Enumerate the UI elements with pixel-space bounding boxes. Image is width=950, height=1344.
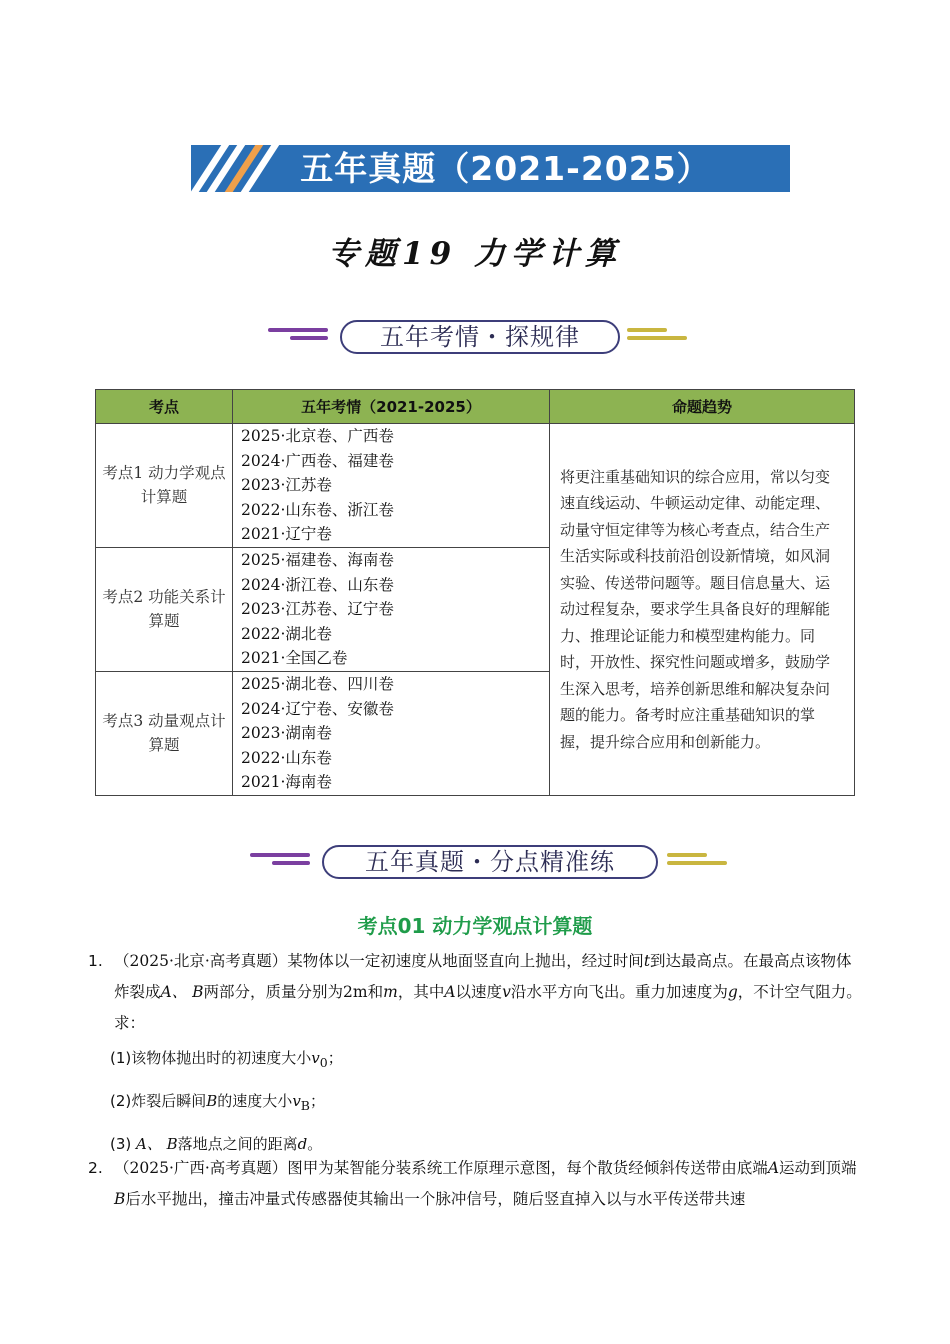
question-2	[88, 1153, 863, 1215]
year-entry: 2023·湖南卷	[241, 724, 332, 743]
page-title: 专题19 力学计算	[328, 236, 622, 272]
table-row	[96, 424, 855, 548]
section-header-1	[0, 320, 950, 356]
q-text: 。	[307, 1135, 323, 1153]
var-A: A	[444, 983, 456, 1001]
table-header-cell: 五年考情（2021-2025）	[233, 390, 550, 424]
var-g: g	[727, 983, 738, 1001]
var-t: t	[643, 952, 651, 970]
var-ab: A、 B	[160, 983, 204, 1001]
years-cell	[233, 547, 550, 671]
q-text: ；	[309, 1092, 325, 1110]
exam-trend-table	[95, 389, 855, 796]
subscript: 0	[319, 1055, 328, 1070]
decor-line	[627, 328, 667, 332]
sub-question-2	[110, 1082, 863, 1125]
decor-line	[250, 853, 310, 857]
year-entry: 2025·湖北卷、四川卷	[241, 674, 394, 693]
q-text: 该物体抛出时的初速度大小	[131, 1049, 312, 1067]
table-header-cell: 命题趋势	[550, 390, 855, 424]
decor-line	[268, 328, 328, 332]
q-text: 沿水平方向飞出。重力加速度为	[510, 983, 728, 1001]
sub-number: (3)	[110, 1135, 132, 1153]
var-d: d	[297, 1135, 308, 1153]
year-entry: 2025·福建卷、海南卷	[241, 550, 394, 569]
q-text: 落地点之间的距离	[177, 1135, 298, 1153]
question-number: 2.	[88, 1159, 103, 1177]
year-entry: 2024·辽宁卷、安徽卷	[241, 699, 394, 718]
table-header-row	[96, 390, 855, 424]
table-header-cell: 考点	[96, 390, 233, 424]
years-cell	[233, 671, 550, 795]
var-m: m	[383, 983, 398, 1001]
var-B: B	[114, 1190, 126, 1208]
topic-cell: 考点3 动量观点计算题	[96, 671, 233, 795]
year-entry: 2024·浙江卷、山东卷	[241, 575, 394, 594]
decor-line	[667, 861, 727, 865]
year-entry: 2022·山东卷、浙江卷	[241, 500, 394, 519]
var-v: v	[502, 983, 511, 1001]
decor-line	[627, 336, 687, 340]
q-text: ；	[327, 1049, 343, 1067]
section-pill-2: 五年真题・分点精准练	[322, 845, 658, 879]
sub-number: (1)	[110, 1049, 132, 1067]
question-number: 1.	[88, 952, 103, 970]
kaodian-title: 考点01 动力学观点计算题	[357, 914, 593, 938]
q-text: 到顶端	[810, 1159, 857, 1177]
q-text: 炸裂后瞬间	[131, 1092, 207, 1110]
decor-line	[290, 336, 328, 340]
q-text: 的速度大小	[217, 1092, 293, 1110]
q-text: 和	[367, 983, 384, 1001]
sub-question-1	[110, 1039, 863, 1082]
year-entry: 2021·海南卷	[241, 773, 332, 792]
var-vB: v	[292, 1092, 301, 1110]
question-text	[114, 1153, 863, 1215]
year-entry: 2021·辽宁卷	[241, 525, 332, 544]
var-A: A	[767, 1159, 780, 1177]
header-banner	[191, 145, 790, 192]
question-text	[114, 946, 863, 1039]
q-text: ，不计空气阻力。求：	[114, 983, 862, 1032]
q-text: 后水平抛出，撞击冲量式传感器使其输出一个脉冲信号，随后竖直掉入以与水平传送带共速	[125, 1190, 746, 1208]
q-text: 到达最高点。在最高点该物体炸裂成	[114, 952, 852, 1001]
var-ab: A、 B	[136, 1135, 178, 1153]
year-entry: 2024·广西卷、福建卷	[241, 451, 394, 470]
q-text: 以速度	[455, 983, 503, 1001]
topic-cell: 考点1 动力学观点计算题	[96, 424, 233, 548]
subscript: B	[300, 1098, 310, 1113]
q-text: ，其中	[397, 983, 445, 1001]
decor-line	[272, 861, 310, 865]
section-header-2	[0, 845, 950, 881]
q-text: （2025·广西·高考真题）图甲为某智能分装系统工作原理示意图，每个散货经倾斜传送带由底端	[114, 1159, 768, 1177]
year-entry: 2023·江苏卷	[241, 476, 332, 495]
year-entry: 2025·北京卷、广西卷	[241, 427, 394, 445]
q-text: 运动	[779, 1159, 811, 1177]
banner-text: 五年真题（2021-2025）	[300, 149, 711, 188]
var-B: B	[206, 1092, 218, 1110]
sub-number: (2)	[110, 1092, 132, 1110]
var-2m: 2m	[343, 983, 368, 1001]
var-v0: v	[311, 1049, 320, 1067]
topic-cell: 考点2 功能关系计算题	[96, 547, 233, 671]
q-text: 两部分，质量分别为	[203, 983, 344, 1001]
year-entry: 2023·江苏卷、辽宁卷	[241, 600, 394, 619]
q-text: （2025·北京·高考真题）某物体以一定初速度从地面竖直向上抛出，经过时间	[114, 952, 644, 970]
section-pill-1: 五年考情・探规律	[340, 320, 620, 354]
year-entry: 2021·全国乙卷	[241, 649, 348, 668]
decor-line	[667, 853, 707, 857]
year-entry: 2022·湖北卷	[241, 624, 332, 643]
year-entry: 2022·山东卷	[241, 748, 332, 767]
years-cell	[233, 424, 550, 548]
question-1	[88, 946, 863, 1163]
trend-cell: 将更注重基础知识的综合应用，常以匀变速直线运动、牛顿运动定律、动能定理、动量守恒定律等为核心考查点，结合生产生活实际或科技前沿创设新情境，如风洞实验、传送带问题等。题目信息量大、运动过程复杂，要求学生具备良好的理解能力、推理论证能力和模型建构能力。同时，开放性、探究性问题或增多，鼓励学生深入思考，培养创新思维和解决复杂问题的能力。备考时应注重基础知识的掌握，提升综合应用和创新能力。	[550, 424, 855, 796]
